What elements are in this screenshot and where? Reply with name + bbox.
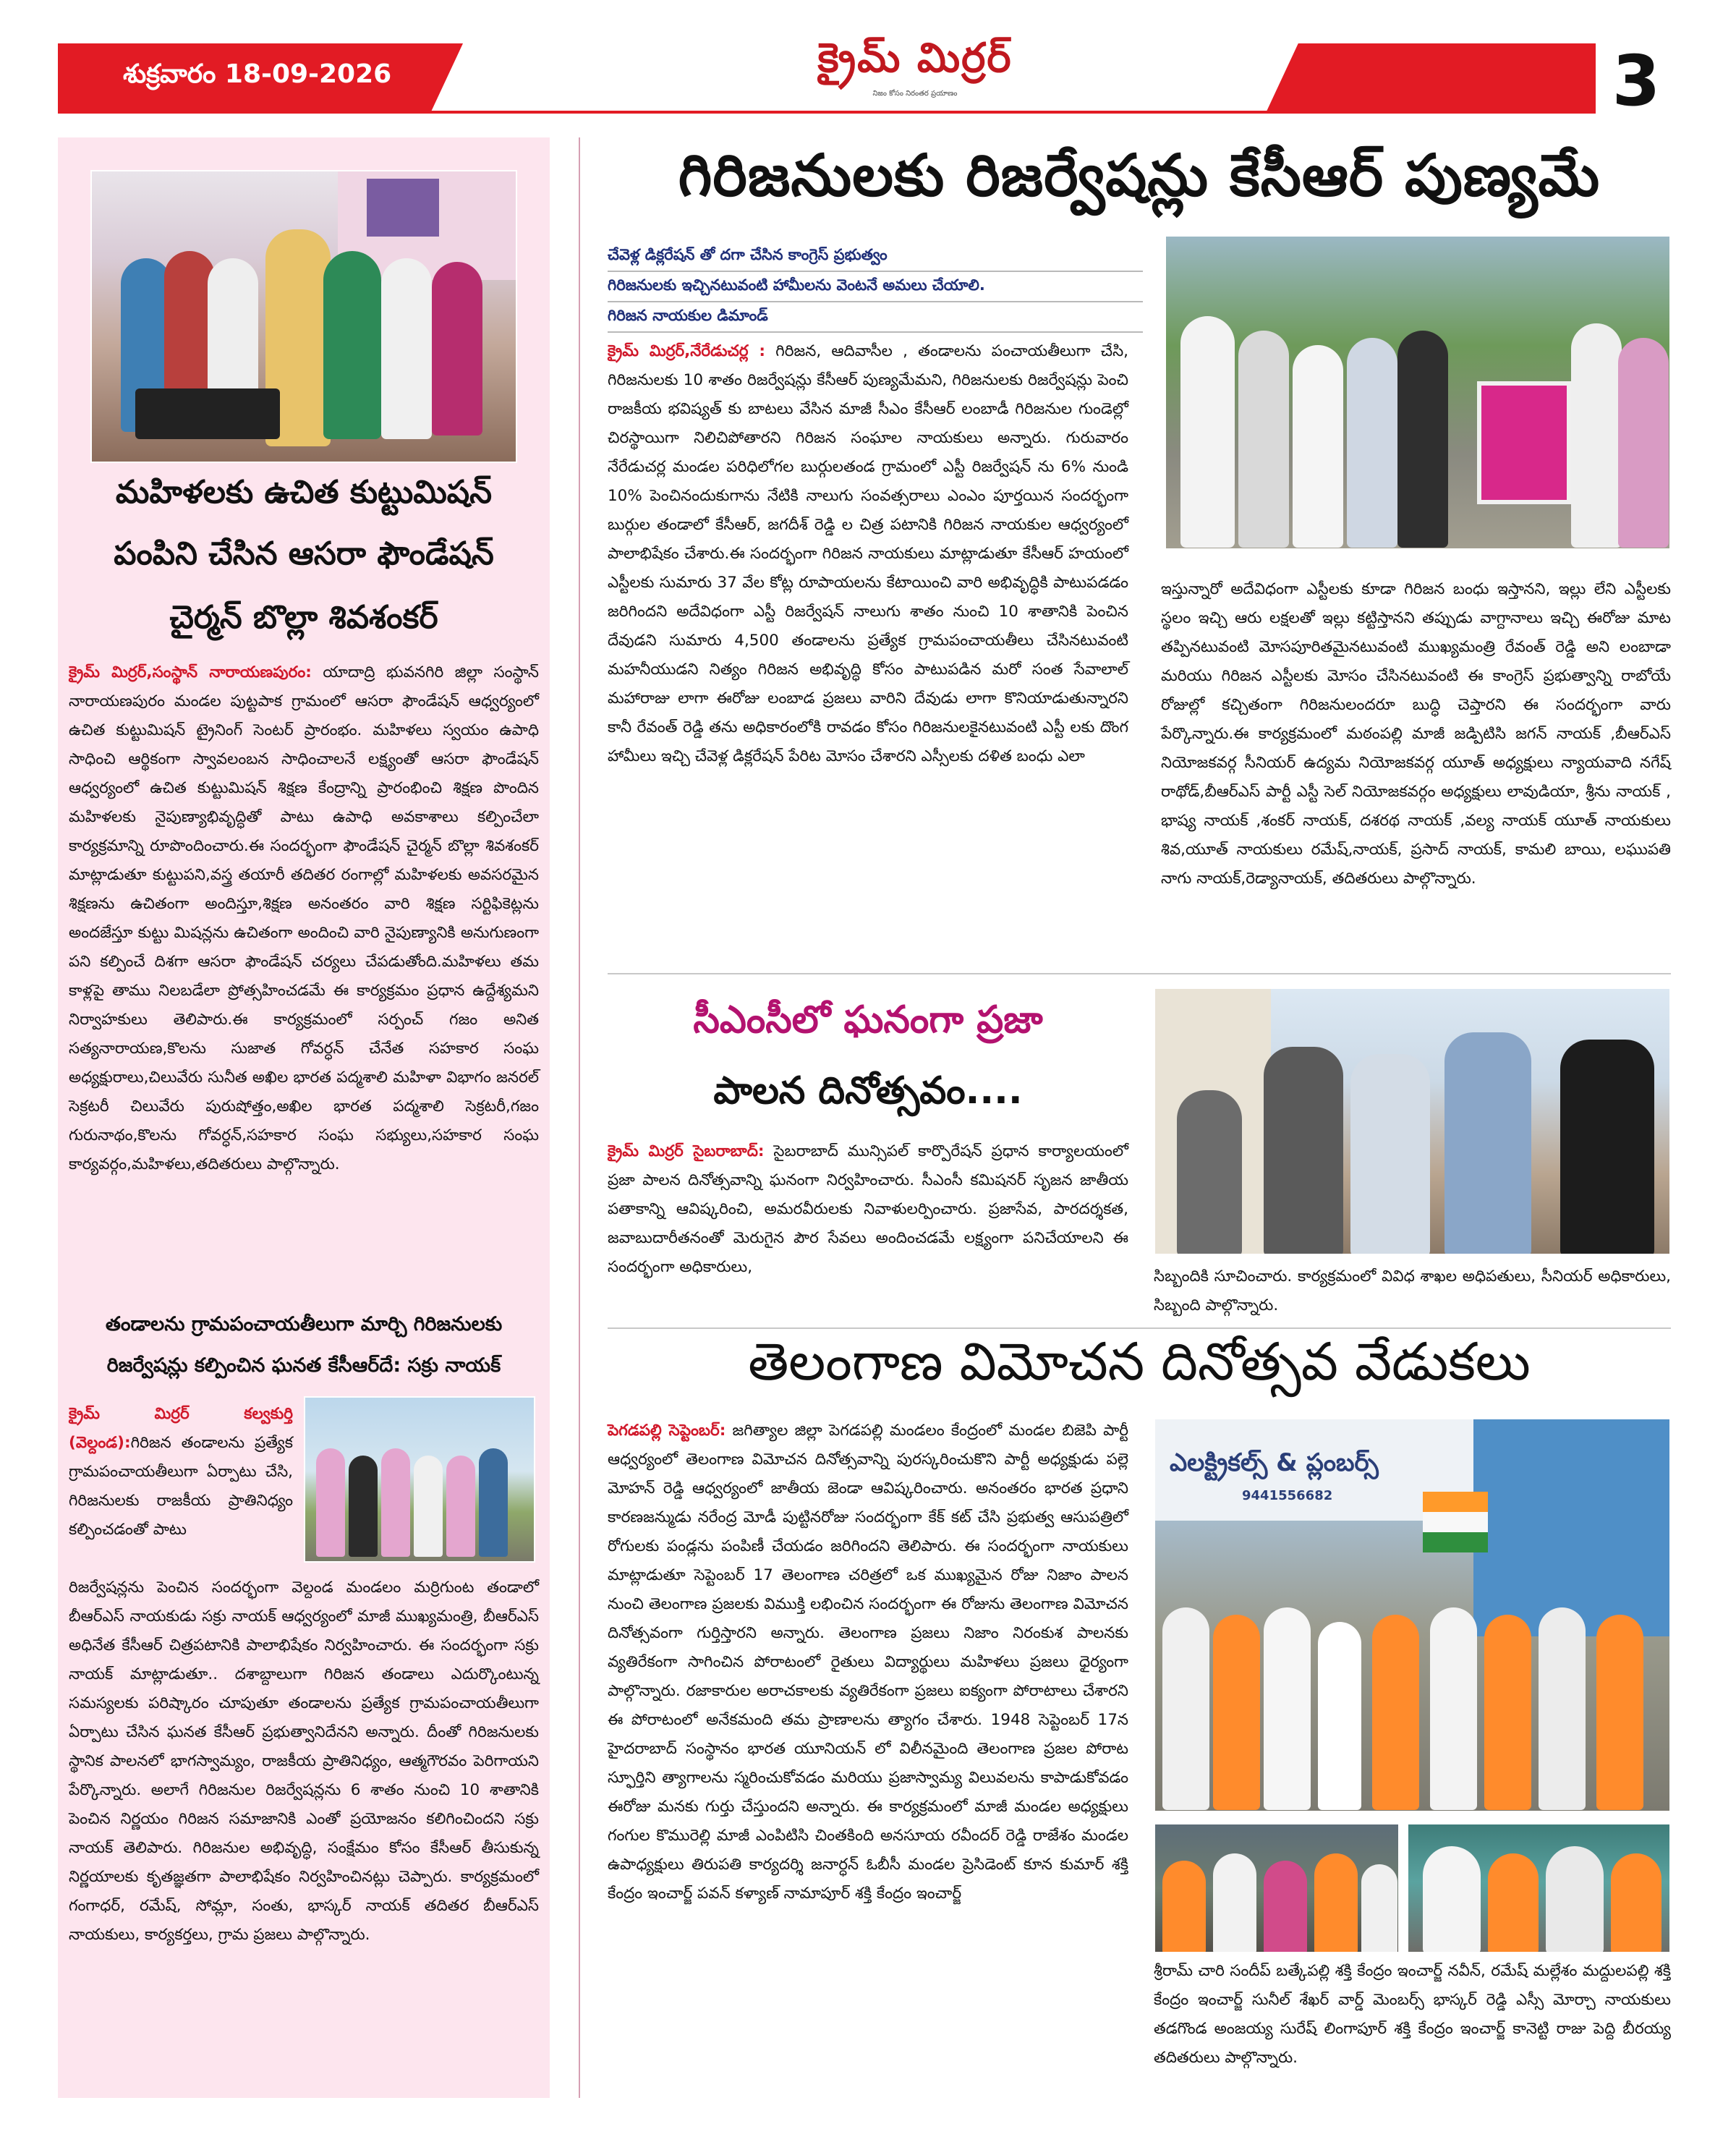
left-headline-line-2: పంపిని చేసిన ఆసరా ఫౌండేషన్ — [114, 535, 494, 572]
column-divider — [579, 137, 580, 2098]
main-headline: గిరిజనులకు రిజర్వేషన్లు కేసీఆర్ పుణ్యమే — [678, 142, 1601, 209]
left2-article-text-top: గిరిజన తండాలను ప్రత్యేక గ్రామపంచాయతీలుగా ఏర్పాటు చేసి, గిరిజనులకు రాజకీయ ప్రాతినిధ్యం కల్పించడంతో పాటు — [69, 1434, 293, 1539]
telangana-article-body — [608, 1416, 1128, 1908]
main-article-caption: ఇస్తున్నారో అదేవిధంగా ఎస్టీలకు కూడా గిరిజన బంధు ఇస్తానని, ఇల్లు లేని ఎస్టీలకు స్థలం ఇచ్చి ఆరు లక్షలతో ఇల్లు కట్టిస్తానని తప్పుడు వాగ్దానాలు ఇచ్చి ఈరోజు మాట తప్పినటువంటి మోసపూరితమైనటువంటి ముఖ్యమంత్రి రేవంత్ రెడ్డి అని లంబాడా మరియు గిరిజన ఎస్టీలకు మోసం చేసినటువంటి ఈ కాంగ్రెస్ ప్రభుత్వాన్ని రాబోయే రోజుల్లో కచ్చితంగా గిరిజనులందరూ బుద్ధి చెప్తారని ఈ సందర్భంగా వారు పేర్కొన్నారు.ఈ కార్యక్రమంలో మఠంపల్లి మాజీ జడ్పిటిసి జగన్ నాయక్ ,బీఆర్ఎస్ నియోజకవర్గ సీనియర్ ఉద్యమ నియోజకవర్గ యూత్ అధ్యక్షులు న్యాయవాది నగేష్ రాథోడ్,బీఆర్ఎస్ పార్టీ ఎస్టీ సెల్ నియోజకవర్గం అధ్యక్షులు లావుడియా, శ్రీను నాయక్ , భాష్య నాయక్ ,శంకర్ నాయక్, దశరథ నాయక్ ,వల్య నాయక్ యూత్ నాయకులు శివ,యూత్ నాయకులు రమేష్,నాయక్, ప్రసాద్ నాయక్, కామలి బాయి, లఘుపతి నాగు నాయక్,రెడ్యానాయక్, తదితరులు పాల్గొన్నారు. — [1161, 580, 1671, 888]
cmc-article-caption: సిబ్బందికి సూచించారు. కార్యక్రమంలో వివిధ శాఖల అధిపతులు, సీనియర్ అధికారులు, సిబ్బంది పాల్గొన్నారు. — [1154, 1267, 1671, 1314]
shop-phone: 9441556682 — [1242, 1488, 1333, 1503]
main-subhead-2: గిరిజనులకు ఇచ్చినటువంటి హామీలను వెంటనే అమలు చేయాలి. — [608, 276, 1143, 302]
issue-date: శుక్రవారం 18-09-2026 — [123, 59, 392, 89]
masthead-tagline: నిజం కోసం నిరంతర ప్రయాణం — [872, 90, 958, 98]
left2-article-top — [69, 1400, 293, 1545]
left2-article-body — [69, 1573, 539, 1950]
cmc-article-text: సైబరాబాద్ మున్సిపల్ కార్పొరేషన్ ప్రధాన కార్యాలయంలో ప్రజా పాలన దినోత్సవాన్ని ఘనంగా నిర్వహించారు. సీఎంసీ కమిషనర్ సృజన జాతీయ పతాకాన్ని ఆవిష్కరించి, అమరవీరులకు నివాళులర్పించారు. ప్రజాసేవ, పారదర్శకత, జవాబుదారీతనంతో మెరుగైన పౌర సేవలు అందించడమే లక్ష్యంగా పనిచేయాలని ఈ సందర్భంగా అధికారులు, — [608, 1142, 1129, 1276]
photo-hospital-visit-1 — [1154, 1823, 1400, 1953]
cmc-headline-line-2: పాలన దినోత్సవం.... — [713, 1069, 1023, 1113]
left-article-body — [69, 658, 539, 1179]
photo-palabhishekam — [304, 1396, 535, 1563]
left-headline-line-3: చైర్మన్ బొల్లా శివశంకర్ — [169, 599, 438, 636]
left-article-text: యాదాద్రి భువనగిరి జిల్లా సంస్థాన్ నారాయణపురం మండల పుట్టపాక గ్రామంలో ఆసరా ఫౌండేషన్ ఆధ్వర్యంలో ఉచిత కుట్టుమిషన్ ట్రైనింగ్ సెంటర్ ప్రారంభం. మహిళలు స్వయం ఉపాధి సాధించి ఆర్థికంగా స్వావలంబన సాధించాలనే లక్ష్యంతో ఆసరా ఫౌండేషన్ ఆధ్వర్యంలో ఉచిత కుట్టుమిషన్ శిక్షణ కేంద్రాన్ని ప్రారంభించి శిక్షణ పొందిన మహిళలకు నైపుణ్యాభివృద్ధితో పాటు ఉపాధి అవకాశాలు కల్పించేలా కార్యక్రమాన్ని రూపొందించారు.ఈ సందర్భంగా ఫౌండేషన్ చైర్మన్ బొల్లా శివశంకర్ మాట్లాడుతూ కుట్టుపని,వస్త్ర తయారీ తదితర రంగాల్లో మహిళలకు అవసరమైన శిక్షణను ఉచితంగా అందిస్తూ,శిక్షణ అనంతరం వారి శిక్షణ సర్టిఫికెట్లను అందజేస్తూ కుట్టు మిషన్లను ఉచితంగా అందించి వారి నైపుణ్యానికి అనుగుణంగా పని కల్పించే దిశగా ఆసరా ఫౌండేషన్ చర్యలు చేపడుతోంది.మహిళలు తమ కాళ్లపై తాము నిలబడేలా ప్రోత్సహించడమే ఈ కార్యక్రమం ప్రధాన ఉద్దేశ్యమని నిర్వాహకులు తెలిపారు.ఈ కార్యక్రమంలో సర్పంచ్ గజం అనిత సత్యనారాయణ,కొలను సుజాత గోవర్ధన్ చేనేత సహకార సంఘ అధ్యక్షురాలు,చిలువేరు సునీత అఖిల భారత పద్మశాలి మహిళా విభాగం జనరల్ సెక్రటరీ చిలువేరు పురుషోత్తం,అఖిల భారత పద్మశాలి సెక్రటరీ,గజం గురునాథం,కొలను గోవర్ధన్,సహకార సంఘ సభ్యులు,సహకార సంఘ కార్యవర్గం,మహిళలు,తదితరులు పాల్గొన్నారు. — [69, 663, 539, 1173]
cmc-headline-line-1: సీఎంసీలో ఘనంగా ప్రజా — [693, 998, 1043, 1042]
photo-flag-hoisting — [1154, 1418, 1671, 1812]
left2-article-dateline: క్రైమ్ మిర్రర్ కల్వకుర్తి (వెల్దండ): — [69, 1405, 293, 1452]
main-subhead-1: చేవెళ్ల డిక్లరేషన్ తో దగా చేసిన కాంగ్రెస్ ప్రభుత్వం — [608, 246, 1143, 272]
masthead — [792, 35, 1038, 99]
cmc-article-dateline: క్రైమ్ మిర్రర్ సైబరాబాద్: — [608, 1142, 765, 1160]
main-article-text: గిరిజన, ఆదివాసీల , తండాలను పంచాయతీలుగా చేసి, గిరిజనులకు 10 శాతం రిజర్వేషన్లు కేసీఆర్ పుణ్యమేమని, గిరిజనులకు రిజర్వేషన్లు పెంచి రాజకీయ భవిష్యత్ కు బాటలు వేసిన మాజీ సీఎం కేసీఆర్ లంబాడీ గిరిజనుల గుండెల్లో చిరస్థాయిగా నిలిచిపోతారని గిరిజన సంఘాల నాయకులు అన్నారు. గురువారం నేరేడుచర్ల మండల పరిధిలోగల బుర్గులతండ గ్రామంలో ఎస్టీ రిజర్వేషన్ ను 6% నుండి 10% పెంచినందుకుగాను నేటికి నాలుగు సంవత్సరాలు ఎంఎం పూర్తయిన సందర్భంగా బుర్గుల తండాలో కేసీఆర్, జగదీశ్ రెడ్డి ల చిత్ర పటానికి గిరిజన నాయకుల ఆధ్వర్యంలో పాలాభిషేకం చేశారు.ఈ సందర్భంగా గిరిజన నాయకులు మాట్లాడుతూ కేసీఆర్ హయంలో ఎస్టీలకు సుమారు 37 వేల కోట్ల రూపాయలను కేటాయించి వారి అభివృద్ధికి పాటుపడడం జరిగిందని అదేవిధంగా ఎస్టీ రిజర్వేషన్ నాలుగు శాతం నుంచి 10 శాతానికి పెంచిన దేవుడని సుమారు 4,500 తండాలను ప్రత్యేక గ్రామపంచాయతీలు చేసినటువంటి మహనీయుడని నిత్యం గిరిజన అభివృద్ధి కోసం పాటుపడిన మరో సంత సేవాలాల్ మహారాజు లాగా ఈరోజు లంబాడ ప్రజలు వారిని దేవుడు లాగా కొనియాడుతున్నారని కానీ రేవంత్ రెడ్డి తను అధికారంలోకి రావడం కోసం గిరిజనులకైనటువంటి ఎస్టీ లకు దొంగ హామీలు ఇచ్చి చేవెళ్ల డిక్లరేషన్ పేరిట మోసం చేశారని ఎస్సీలకు దళిత బంధు ఎలా — [608, 342, 1128, 765]
photo-hospital-visit-2 — [1407, 1823, 1671, 1953]
photo-tribal-leaders — [1165, 235, 1671, 550]
photo-sewing-launch — [90, 170, 517, 463]
telangana-article-caption: శ్రీరామ్ చారి సందీప్ బత్కేపల్లి శక్తి కేంద్రం ఇంచార్జ్ నవీన్, రమేష్ మల్లేశం మద్దులపల్లి శక్తి కేంద్రం ఇంచార్జ్ సునీల్ శేఖర్ వార్డ్ మెంబర్స్ భాస్కర్ రెడ్డి ఎస్సీ మోర్చా నాయకులు తడగొండ అంజయ్య సురేష్ లింగాపూర్ శక్తి కేంద్రం ఇంచార్జ్ కానెట్టి రాజు పెద్ది బీరయ్య తదితరులు పాల్గొన్నారు. — [1154, 1962, 1671, 2067]
header-rule — [58, 111, 1671, 114]
main-article-body — [608, 337, 1128, 771]
telangana-headline: తెలంగాణ విమోచన దినోత్సవ వేడుకలు — [748, 1331, 1531, 1392]
main-article-dateline: క్రైమ్ మిర్రర్,నేరేడుచర్ల : — [608, 342, 766, 360]
photo-flag-salute — [1154, 987, 1671, 1255]
left-article-dateline: క్రైమ్ మిర్రర్,సంస్థాన్ నారాయణపురం: — [69, 663, 312, 681]
left2-headline-line-2: రిజర్వేషన్లు కల్పించిన ఘనత కేసీఆర్‌దే: సక్రు నాయక్ — [106, 1354, 501, 1377]
left2-article-text: రిజర్వేషన్లను పెంచిన సందర్భంగా వెల్దండ మండలం మర్రిగుంట తండాలో బీఆర్ఎస్ నాయకుడు సక్రు నాయక్ ఆధ్వర్యంలో మాజీ ముఖ్యమంత్రి, బీఆర్ఎస్ అధినేత కేసీఆర్ చిత్రపటానికి పాలాభిషేకం నిర్వహించారు. ఈ సందర్భంగా సక్రు నాయక్ మాట్లాడుతూ.. దశాబ్దాలుగా గిరిజన తండాలు ఎదుర్కొంటున్న సమస్యలకు పరిష్కారం చూపుతూ తండాలను ప్రత్యేక గ్రామపంచాయతీలుగా ఏర్పాటు చేసిన ఘనత కేసీఆర్ ప్రభుత్వానిదేనని అన్నారు. దీంతో గిరిజనులకు స్థానిక పాలనలో భాగస్వామ్యం, రాజకీయ ప్రాతినిధ్యం, ఆత్మగౌరవం పెరిగాయని పేర్కొన్నారు. అలాగే గిరిజనుల రిజర్వేషన్లను 6 శాతం నుంచి 10 శాతానికి పెంచిన నిర్ణయం గిరిజన సమాజానికి ఎంతో ప్రయోజనం కలిగించిందని సక్రు నాయక్ తెలిపారు. గిరిజనుల అభివృద్ధి, సంక్షేమం కోసం కేసీఆర్ తీసుకున్న నిర్ణయాలకు కృతజ్ఞతగా పాలాభిషేకం నిర్వహించినట్లు చెప్పారు. కార్యక్రమంలో గంగాధర్, రమేష్, సోమ్లా, సంతు, భాస్కర్ నాయక్ తదితర బీఆర్ఎస్ నాయకులు, కార్యకర్తలు, గ్రామ ప్రజలు పాల్గొన్నారు. — [69, 1579, 539, 1944]
shop-sign: ఎలక్ట్రికల్స్ & ప్లంబర్స్ — [1170, 1448, 1379, 1477]
divider-cmc-telangana — [608, 1327, 1671, 1329]
masthead-title: క్రైమ్ మిర్రర్ — [817, 35, 1013, 82]
left-headline-line-1: మహిళలకు ఉచిత కుట్టుమిషన్ — [115, 474, 493, 511]
divider-main-cmc — [608, 973, 1671, 974]
left2-headline-line-1: తండాలను గ్రామపంచాయతీలుగా మార్చి గిరిజనులకు — [105, 1313, 503, 1335]
cmc-article-body — [608, 1137, 1128, 1282]
telangana-article-dateline: పెగడపల్లి సెప్టెంబర్: — [608, 1422, 726, 1440]
telangana-article-text: జగిత్యాల జిల్లా పెగడపల్లి మండలం కేంద్రంలో మండల బిజెపి పార్టీ ఆధ్వర్యంలో తెలంగాణ విమోచన దినోత్సవాన్ని పురస్కరించుకొని పార్టీ అధ్యక్షుడు పల్లె మోహన్ రెడ్డి ఆధ్వర్యంలో జాతీయ జెండా ఆవిష్కరించారు. అనంతరం భారత ప్రధాని కారణజన్ముడు నరేంద్ర మోడీ పుట్టినరోజు సందర్భంగా కేక్ కట్ చేసి ప్రభుత్వ ఆసుపత్రిలో రోగులకు పండ్లను పంపిణీ చేయడం జరిగిందని తెలిపారు. ఈ సందర్భంగా నాయకులు మాట్లాడుతూ సెప్టెంబర్ 17 తెలంగాణ చరిత్రలో ఒక ముఖ్యమైన రోజు నిజాం పాలన నుంచి తెలంగాణ ప్రజలకు విముక్తి లభించిన సందర్భంగా ఈ రోజును తెలంగాణ విమోచన దినోత్సవంగా గుర్తిస్తారని అన్నారు. తెలంగాణ ప్రజలు నిజాం నిరంకుశ పాలనకు వ్యతిరేకంగా సాగించిన పోరాటంలో రైతులు విద్యార్థులు మహిళలు ప్రజలు ధైర్యంగా పాల్గొన్నారు. రజాకారుల అరాచకాలకు వ్యతిరేకంగా ప్రజలు ఐక్యంగా పోరాటాలు చేశారని ఈ పోరాటంలో అనేకమంది తమ ప్రాణాలను త్యాగం చేశారు. 1948 సెప్టెంబర్ 17న హైదరాబాద్ సంస్థానం భారత యూనియన్ లో విలీనమైంది తెలంగాణ ప్రజల పోరాట స్ఫూర్తిని త్యాగాలను స్మరించుకోవడం మరియు ప్రజాస్వామ్య విలువలను కాపాడుకోవడం ఈరోజు మనకు గుర్తు చేస్తుందని అన్నారు. ఈ కార్యక్రమంలో మాజీ మండల అధ్యక్షులు గంగుల కొమురెల్లి మాజీ ఎంపిటిసి చింతకింది అనసూయ రవీందర్ రెడ్డి రాజేశం మండల ఉపాధ్యక్షులు తిరుపతి కార్యదర్శి జనార్ధన్ ఓబీసీ మండల ప్రెసిడెంట్ కూన కుమార్ శక్తి కేంద్రం ఇంచార్జ్ పవన్ కళ్యాణ్ నామాపూర్ శక్తి కేంద్రం ఇంచార్జ్ — [608, 1422, 1128, 1903]
page-number: 3 — [1596, 41, 1677, 122]
main-subhead-3: గిరిజన నాయకుల డిమాండ్ — [608, 307, 1143, 333]
